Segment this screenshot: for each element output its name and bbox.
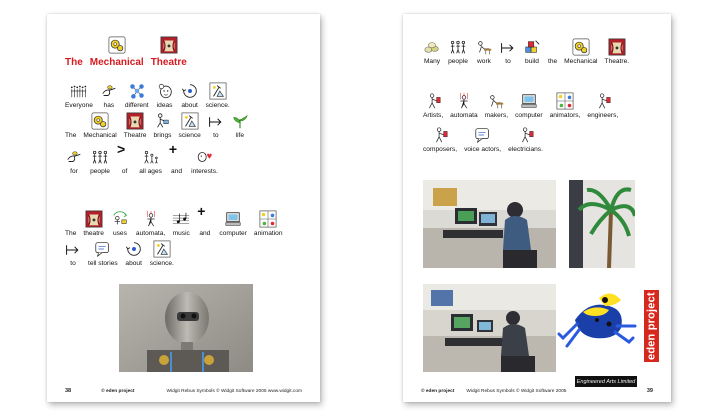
word-ideas: ideas (156, 102, 173, 109)
word-computer: computer (219, 230, 247, 237)
word-many: Many (423, 58, 441, 65)
symbol-people-2 (448, 38, 468, 66)
right-footer (421, 388, 653, 394)
symbol-computer-2 (515, 92, 543, 120)
molecule-icon (128, 82, 146, 100)
word-work: work (477, 58, 491, 65)
symbol-theatre-2 (83, 210, 104, 238)
title-word-the (65, 54, 83, 68)
symbol-mechanical-2 (564, 38, 597, 66)
frog-image (555, 276, 639, 350)
word-about: about (181, 102, 198, 109)
computer-icon (520, 92, 538, 110)
animation-icon (556, 92, 574, 110)
office-photo-2 (423, 284, 556, 372)
left-page (47, 14, 320, 402)
word-people: people (90, 168, 110, 175)
right-page (403, 14, 671, 402)
sentence-line-6 (423, 38, 636, 66)
word-science-3: science. (149, 260, 174, 267)
speech-bubble-icon (94, 240, 112, 258)
symbol-uses (111, 210, 129, 238)
symbol-the (65, 130, 76, 140)
palm-tree-image (569, 180, 635, 268)
word-all-ages: all ages (139, 168, 162, 175)
theatre-icon (126, 112, 144, 130)
symbol-science-3 (150, 240, 174, 268)
symbol-artists (423, 92, 443, 120)
sentence-line-7 (423, 92, 625, 120)
word-interests: interests. (191, 168, 218, 175)
sentence-line-5 (65, 240, 181, 268)
office-photo-1 (423, 180, 556, 268)
word-automata-2: automata (450, 112, 478, 119)
symbol-mechanical (83, 112, 116, 140)
science-icon (181, 112, 199, 130)
word-for: for (70, 168, 78, 175)
sentence-line-3 (65, 142, 225, 176)
word-brings: brings (153, 132, 172, 139)
plus-icon: + (168, 141, 178, 157)
symbol-people (90, 148, 110, 176)
page-number: 38 (65, 388, 72, 394)
head-icon (156, 82, 174, 100)
sentence-line-1 (65, 82, 237, 110)
people-icon (90, 148, 110, 166)
word-theatre: Theatre (123, 132, 147, 139)
theatre-icon (160, 36, 178, 54)
word-composers: composers, (423, 146, 458, 153)
gears-icon (572, 38, 590, 56)
gears-icon (91, 112, 109, 130)
word-music: music (172, 230, 190, 237)
word-makers: makers, (484, 112, 509, 119)
symbol-brings (153, 112, 171, 140)
footer-brand: © eden project (101, 388, 135, 394)
footer-brand-right: © eden project (421, 388, 455, 394)
word-the: The (65, 132, 77, 139)
symbol-animation (254, 210, 283, 238)
computer-icon (224, 210, 242, 228)
artist-icon (424, 92, 442, 110)
page-number-right: 39 (646, 388, 653, 394)
science-icon (209, 82, 227, 100)
plus-icon: + (197, 203, 206, 219)
greater-than-icon: > (117, 141, 126, 157)
word-about-2: about (125, 260, 142, 267)
office-worker-image-2 (423, 284, 556, 372)
word-different: different (124, 102, 149, 109)
word-life: life (235, 132, 245, 139)
work-icon (487, 92, 505, 110)
blocks-icon (523, 38, 541, 56)
word-uses: uses (112, 230, 127, 237)
eden-project-tab-text: eden project (645, 292, 658, 360)
title-text-mechanical: Mechanical (89, 57, 144, 68)
speech-bubble-icon (474, 126, 492, 144)
symbol-for (65, 148, 83, 176)
word-animators: animators, (549, 112, 581, 119)
word-tell-stories: tell stories (88, 260, 118, 267)
symbol-animators (550, 92, 581, 120)
title-row (65, 36, 194, 68)
symbol-of (117, 142, 132, 176)
robot-head-image (119, 284, 253, 372)
word-to: to (213, 132, 219, 139)
word-and: and (171, 168, 183, 175)
symbol-automata-2 (450, 92, 478, 120)
music-icon (172, 210, 190, 228)
palm-tree-photo (569, 180, 635, 268)
title-text-theatre: Theatre (150, 57, 187, 68)
word-the-2: The (65, 230, 77, 237)
symbol-music (172, 210, 190, 238)
robot-photo (119, 284, 253, 372)
word-voice-actors: voice actors, (464, 146, 502, 153)
heart-head-icon (194, 148, 214, 166)
word-to-2: to (70, 260, 76, 267)
word-mechanical-2: Mechanical (564, 58, 598, 65)
word-the-3: the (548, 58, 558, 65)
symbol-voice-actors (464, 126, 501, 154)
crowd-icon (68, 82, 90, 100)
about-icon (125, 240, 143, 258)
symbol-computer (219, 210, 247, 238)
word-engineers: engineers, (587, 112, 619, 119)
word-and-2: and (199, 230, 211, 237)
symbol-work (475, 38, 493, 66)
word-build: build (525, 58, 539, 65)
sentence-line-8 (423, 126, 550, 154)
symbol-about (181, 82, 199, 110)
coins-icon (423, 38, 441, 56)
symbol-allages (139, 148, 162, 176)
word-computer-2: computer (515, 112, 543, 119)
arrow-right-icon (500, 40, 516, 56)
symbol-and (169, 142, 184, 176)
symbol-many (423, 38, 441, 66)
symbol-the-2 (65, 228, 76, 238)
people-icon (448, 38, 468, 56)
gears-icon (108, 36, 126, 54)
symbol-engineers (587, 92, 618, 120)
science-icon (153, 240, 171, 258)
about-icon (181, 82, 199, 100)
symbol-science-2 (178, 112, 200, 140)
animation-icon (259, 210, 277, 228)
symbol-interests (191, 148, 218, 176)
word-electricians: electricians. (508, 146, 543, 153)
symbol-composers (423, 126, 457, 154)
hand-icon (65, 148, 83, 166)
symbol-about-2 (125, 240, 143, 268)
word-to-3: to (505, 58, 511, 65)
composer-icon (431, 126, 449, 144)
symbol-makers (485, 92, 508, 120)
word-has: has (103, 102, 115, 109)
left-footer (65, 388, 302, 394)
uses-icon (111, 210, 129, 228)
word-science: science. (205, 102, 230, 109)
footer-credit-right: Widgit Rebus Symbols © Widgit Software 2005 (466, 388, 567, 394)
puppet-icon (142, 210, 160, 228)
symbol-tell-stories (88, 240, 118, 268)
symbol-and-2 (197, 204, 212, 238)
symbol-everyone (65, 82, 93, 110)
eden-project-tab (644, 290, 659, 362)
word-theatre-2: theatre (83, 230, 104, 237)
office-worker-image (423, 180, 556, 268)
theatre-icon (85, 210, 103, 228)
symbol-theatre-3 (605, 38, 630, 66)
arrow-right-icon (208, 114, 224, 130)
symbol-to (208, 114, 224, 140)
symbol-automata (136, 210, 165, 238)
theatre-icon (608, 38, 626, 56)
poison-frog-image (555, 276, 639, 350)
symbol-theatre (124, 112, 147, 140)
word-automata: automata, (135, 230, 166, 237)
engineered-arts-logo (575, 376, 637, 387)
sentence-line-4 (65, 204, 290, 238)
engineer-icon (594, 92, 612, 110)
word-of: of (121, 168, 128, 175)
plant-icon (231, 112, 249, 130)
word-animation: animation (253, 230, 283, 237)
title-word-theatre (151, 36, 187, 68)
word-science-2: science (178, 132, 201, 139)
symbol-science (206, 82, 230, 110)
electrician-icon (517, 126, 535, 144)
word-artists: Artists, (423, 112, 444, 119)
symbol-has (100, 82, 118, 110)
all-ages-icon (141, 148, 161, 166)
brings-icon (153, 112, 171, 130)
symbol-to-3 (500, 40, 516, 66)
footer-credit: Widgit Rebus Symbols © Widgit Software 2005 www.widgit.com (166, 388, 302, 394)
sentence-line-2 (65, 112, 256, 140)
puppet-icon (455, 92, 473, 110)
title-text-the: The (65, 57, 83, 68)
arrow-right-icon (65, 242, 81, 258)
symbol-the-3 (548, 56, 557, 66)
word-theatre-3: Theatre. (604, 58, 630, 65)
symbol-life (231, 112, 249, 140)
work-icon (475, 38, 493, 56)
engineered-arts-logo-text: Engineered Arts Limited (576, 378, 636, 385)
symbol-to-2 (65, 242, 81, 268)
symbol-electricians (508, 126, 543, 154)
word-people-2: people (448, 58, 468, 65)
word-mechanical: Mechanical (83, 132, 117, 139)
symbol-different (125, 82, 149, 110)
word-everyone: Everyone (65, 102, 93, 109)
hand-icon (100, 82, 118, 100)
title-word-mechanical (90, 36, 144, 68)
symbol-ideas (156, 82, 174, 110)
symbol-build (523, 38, 541, 66)
